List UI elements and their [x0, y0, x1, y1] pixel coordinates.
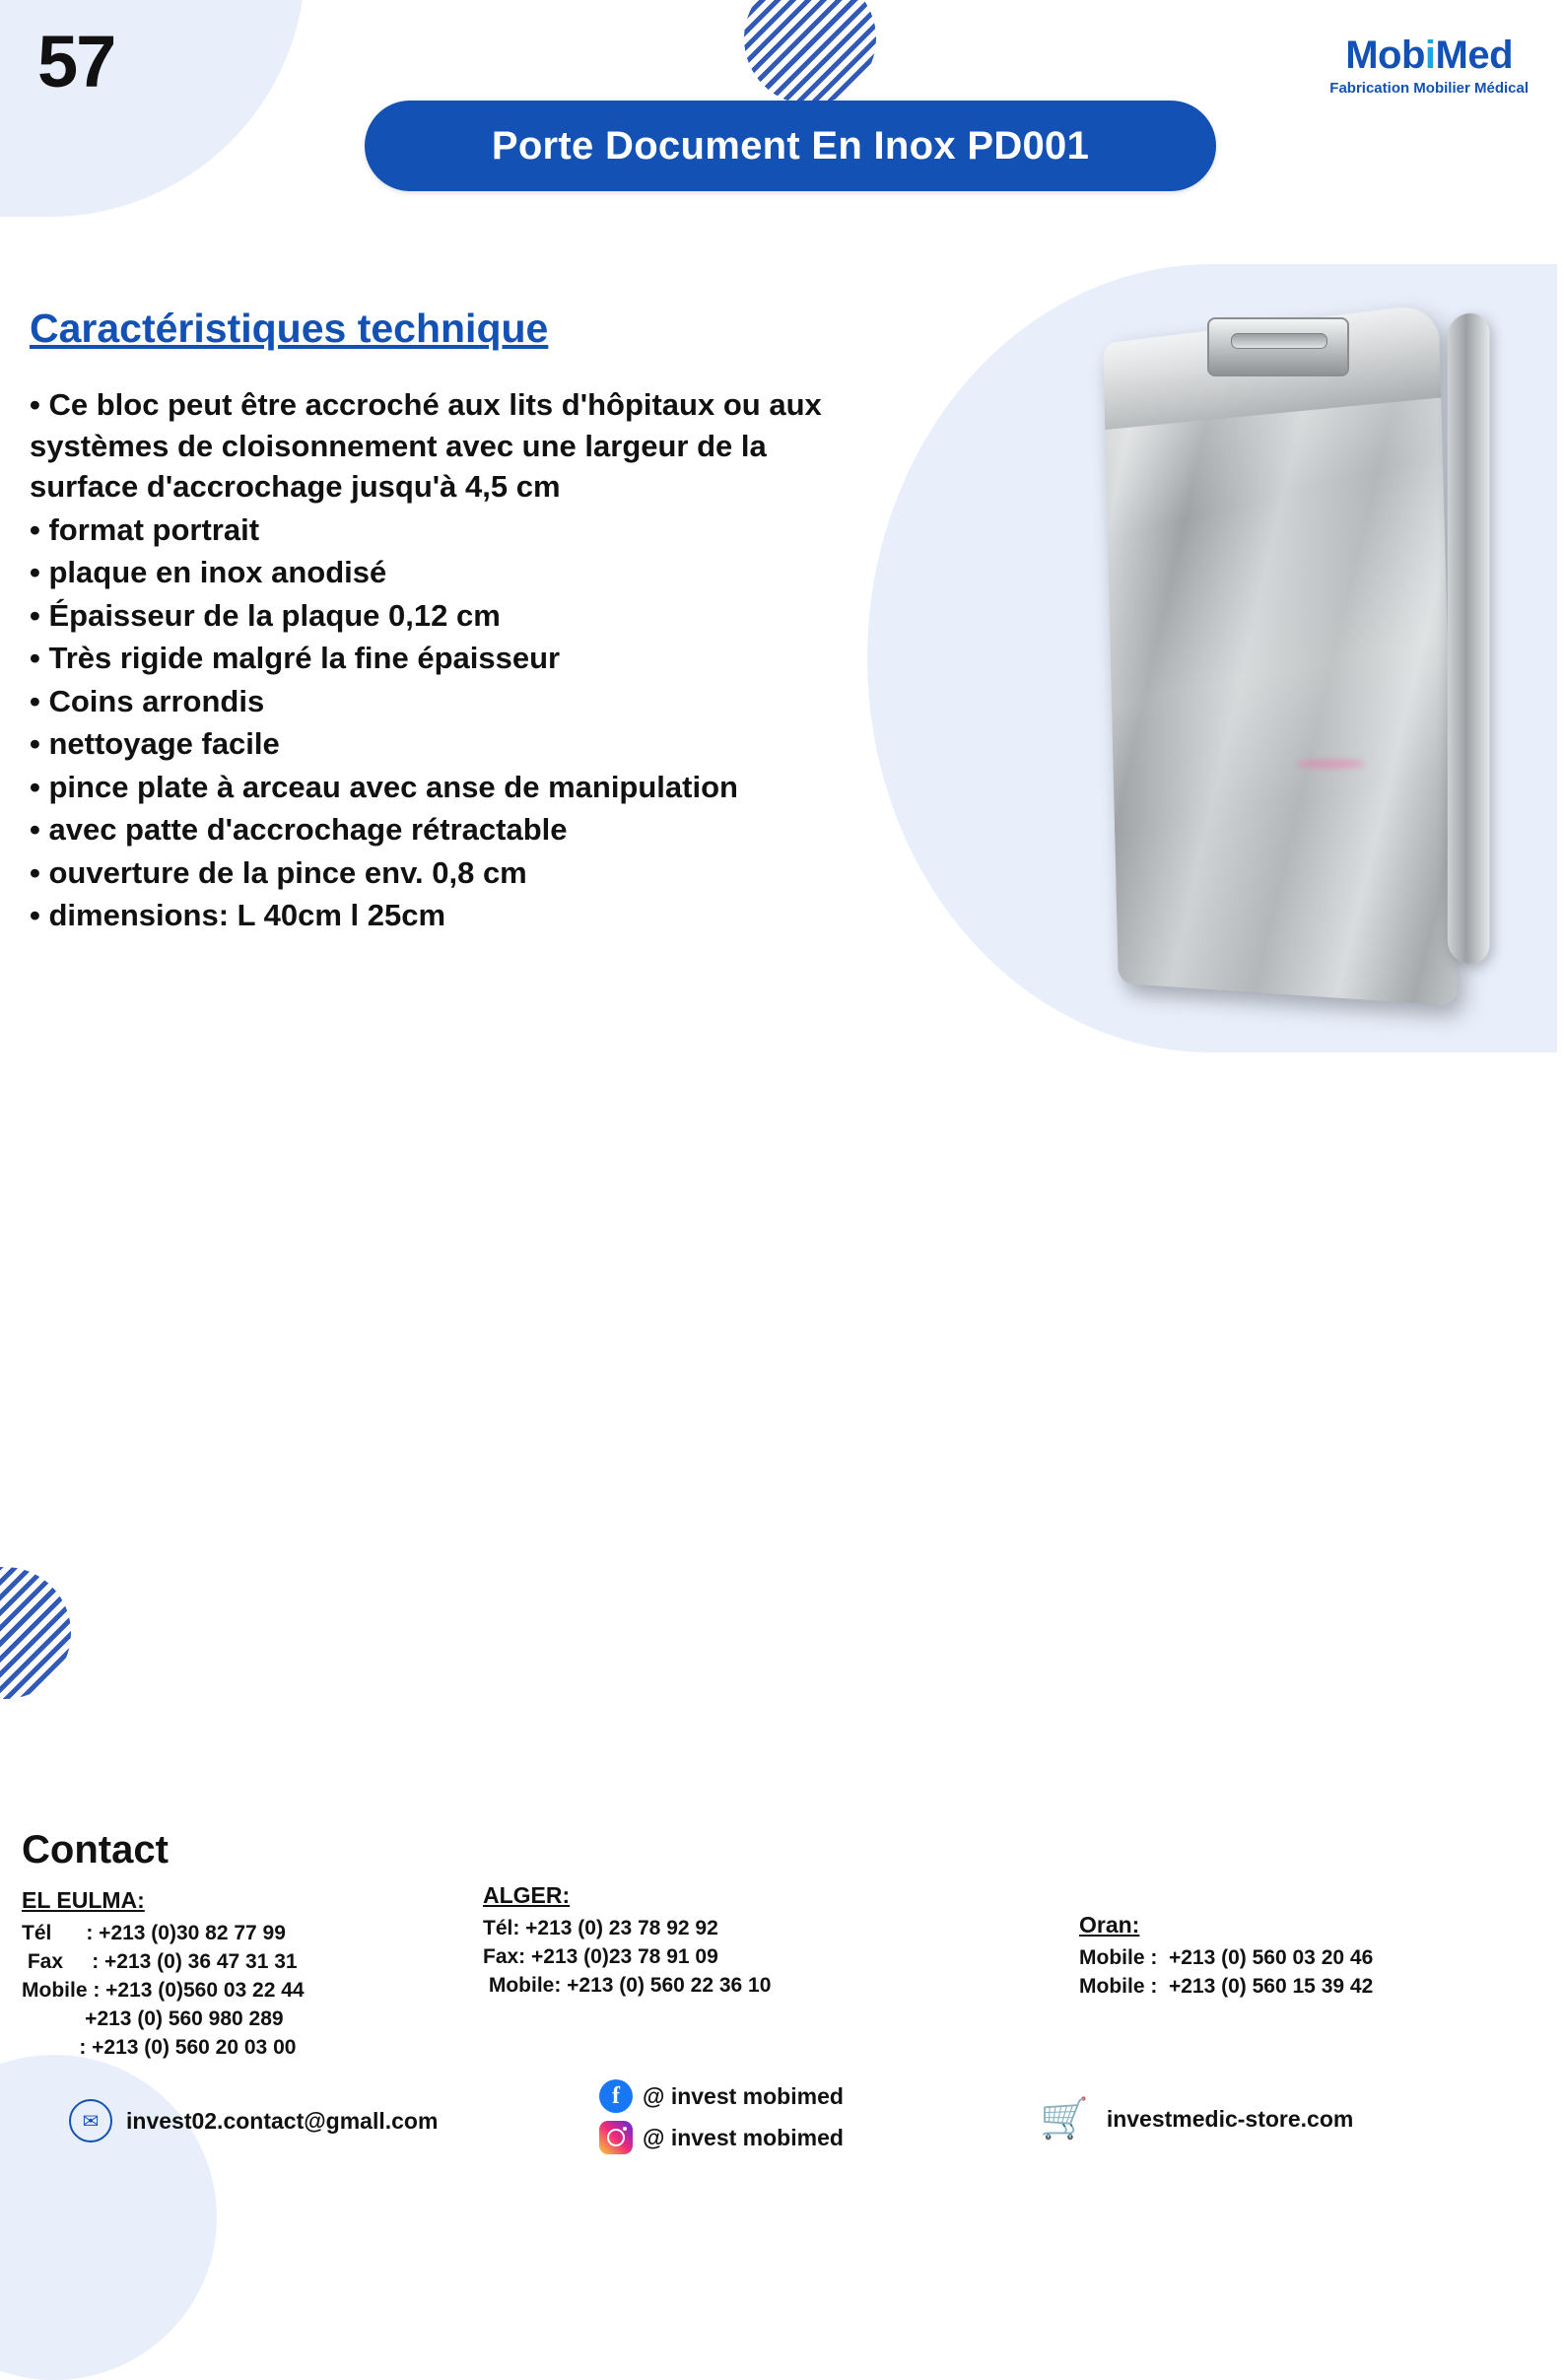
- facebook-link[interactable]: [599, 2079, 844, 2113]
- envelope-icon: ✉: [69, 2099, 112, 2142]
- contact-mobile: Mobile : +213 (0) 560 03 20 46: [1079, 1946, 1374, 1969]
- contact-city-oran: Oran:: [1079, 1912, 1140, 1938]
- hatched-circle-top-decoration: [744, 0, 876, 104]
- spec-item: • plaque en inox anodisé: [30, 555, 387, 590]
- email-address: invest02.contact@gmall.com: [126, 2107, 439, 2134]
- stainless-clipboard-image: [1103, 303, 1458, 1005]
- facebook-icon: f: [599, 2079, 633, 2113]
- specs-heading: Caractéristiques technique: [30, 306, 549, 351]
- logo-wordmark: [1329, 35, 1529, 75]
- contact-mobile: : +213 (0) 560 20 03 00: [22, 2035, 297, 2059]
- shopping-cart-icon: 🛒: [1040, 2097, 1089, 2141]
- contact-fax: Fax : +213 (0) 36 47 31 31: [22, 1949, 298, 1973]
- contact-fax: Fax: +213 (0)23 78 91 09: [483, 1944, 718, 1968]
- page-number: 57: [37, 21, 115, 102]
- clipboard-clamp-icon: [1207, 317, 1349, 376]
- email-contact[interactable]: [69, 2099, 438, 2142]
- spec-item: • pince plate à arceau avec anse de manipulation: [30, 769, 738, 804]
- spec-item: • avec patte d'accrochage rétractable: [30, 812, 568, 848]
- contact-column-alger: [483, 1882, 771, 2001]
- spec-item: • Très rigide malgré la fine épaisseur: [30, 641, 561, 676]
- contact-city-el-eulma: EL EULMA:: [22, 1887, 145, 1913]
- hatched-circle-bottom-decoration: [0, 1567, 71, 1699]
- product-title: Porte Document En Inox PD001: [491, 123, 1090, 168]
- photo-glint: [1296, 759, 1365, 769]
- contact-phone: Tél : +213 (0)30 82 77 99: [22, 1922, 286, 1944]
- contact-column-oran: [1079, 1912, 1373, 2002]
- logo-tagline: Fabrication Mobilier Médical: [1329, 80, 1529, 97]
- spec-item: • format portrait: [30, 511, 260, 547]
- spec-item: • Épaisseur de la plaque 0,12 cm: [30, 597, 501, 633]
- specs-list: [30, 384, 872, 938]
- store-url: investmedic-store.com: [1106, 2105, 1354, 2132]
- logo-text-accent: i: [1424, 34, 1436, 77]
- clipboard-rolled-edge: [1448, 311, 1490, 966]
- instagram-link[interactable]: [599, 2121, 844, 2154]
- contact-heading: Contact: [22, 1828, 169, 1871]
- contact-mobile: Mobile: +213 (0) 560 22 36 10: [483, 1973, 772, 1997]
- spec-item: • Ce bloc peut être accroché aux lits d'hôpitaux ou aux systèmes de cloisonnement avec une largeur de la surface d'accrochage jusqu'à 4,5 cm: [30, 387, 822, 505]
- company-logo: [1329, 35, 1529, 97]
- store-link[interactable]: [1040, 2099, 1353, 2139]
- contact-city-alger: ALGER:: [483, 1882, 571, 1908]
- contact-phone: Tél: +213 (0) 23 78 92 92: [483, 1917, 718, 1939]
- product-photo: [1084, 296, 1478, 1025]
- social-links: [599, 2079, 844, 2162]
- contact-mobile: Mobile : +213 (0) 560 15 39 42: [1079, 1974, 1374, 1998]
- spec-item: • ouverture de la pince env. 0,8 cm: [30, 854, 527, 890]
- instagram-handle: @ invest mobimed: [643, 2124, 844, 2150]
- product-title-banner: [365, 101, 1216, 191]
- contact-mobile: Mobile : +213 (0)560 03 22 44: [22, 1978, 305, 2002]
- instagram-icon: [599, 2121, 633, 2154]
- facebook-handle: @ invest mobimed: [643, 2082, 844, 2109]
- spec-item: • nettoyage facile: [30, 726, 280, 762]
- spec-item: • Coins arrondis: [30, 683, 265, 718]
- contact-column-el-eulma: [22, 1887, 305, 2063]
- logo-text-part1: Mob: [1345, 34, 1425, 77]
- contact-mobile: +213 (0) 560 980 289: [22, 2006, 284, 2030]
- logo-text-part2: Med: [1435, 34, 1514, 77]
- spec-item: • dimensions: L 40cm l 25cm: [30, 898, 446, 933]
